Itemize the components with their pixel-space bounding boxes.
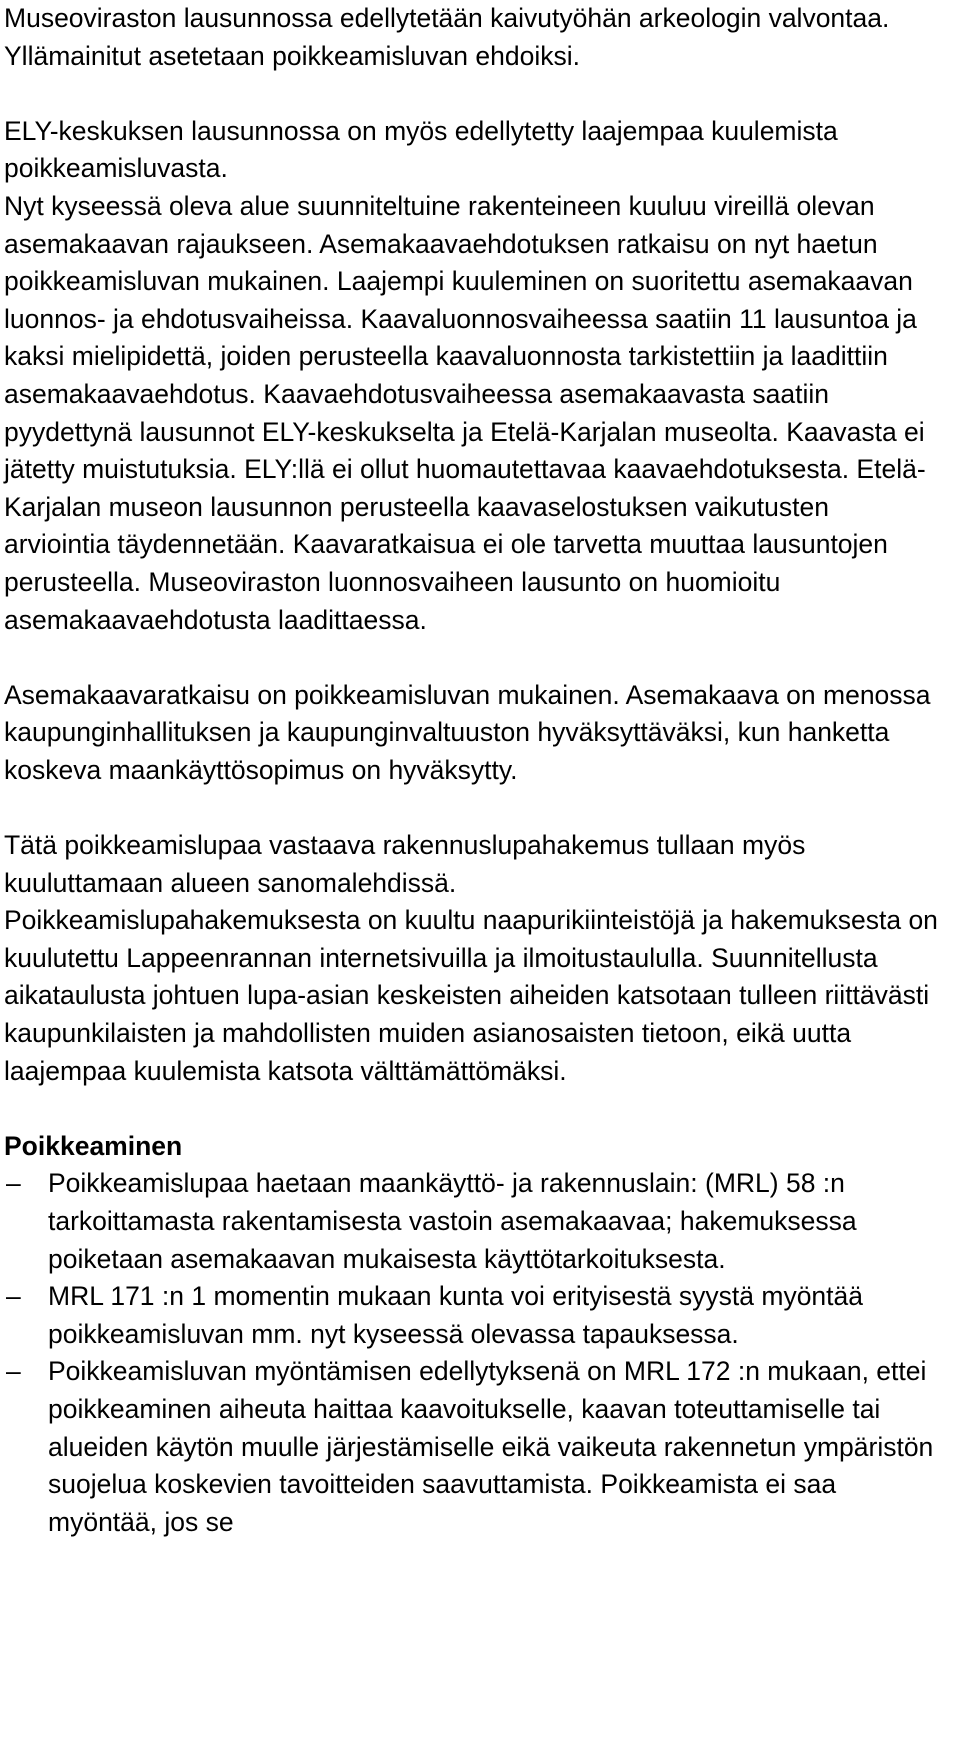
paragraph-spacer — [4, 75, 938, 113]
paragraph-asemakaavaratkaisu: Asemakaavaratkaisu on poikkeamisluvan mukainen. Asemakaava on menossa kaupunginhallituksen ja kaupunginvaltuuston hyväksyttäväksi, kun hanketta koskeva maankäyttösopimus on hyväksytty. — [4, 679, 931, 785]
dash-bullet-icon: – — [6, 1168, 21, 1199]
paragraph-rakennuslupa: Tätä poikkeamislupaa vastaava rakennuslupahakemus tullaan myös kuuluttamaan alueen sanomalehdissä. — [4, 830, 806, 898]
list-item — [4, 1165, 938, 1278]
paragraph-ely-kuuleminen: ELY-keskuksen lausunnossa on myös edellytetty laajempaa kuulemista poikkeamisluvasta. — [4, 115, 838, 184]
paragraph-kuuleminen: Poikkeamislupahakemuksesta on kuultu naapurikiinteistöjä ja hakemuksesta on kuulutettu Lappeenrannan internetsivuilla ja ilmoitustaululla. Suunnitellusta aikataulusta johtuen lupa-asian keskeisten aiheiden katsotaan tulleen riittävästi kaupunkilaisten ja mahdollisten muiden asianosaisten tietoon, eikä uutta laajempaa kuulemista katsota välttämättömäksi. — [4, 905, 938, 1086]
list-item — [4, 1353, 938, 1541]
paragraph-spacer — [4, 789, 938, 827]
paragraph-ehdot: Yllämainitut asetetaan poikkeamisluvan ehdoiksi. — [4, 40, 580, 71]
list-item-text: Poikkeamisluvan myöntämisen edellytyksenä on MRL 172 :n mukaan, ettei poikkeaminen aiheuta haittaa kaavoitukselle, kaavan toteuttamiselle tai alueiden käytön muulle järjestämiselle eikä vaikeuta rakennetun ympäristön suojelua koskevien tavoitteiden saavuttamista. Poikkeamista ei saa myöntää, jos se — [48, 1356, 934, 1537]
section-heading: Poikkeaminen — [4, 1130, 183, 1161]
list-item-text: Poikkeamislupaa haetaan maankäyttö- ja rakennuslain: (MRL) 58 :n tarkoittamasta rakentamisesta vastoin asemakaavaa; hakemuksessa poiketaan asemakaavan mukaisesta käyttötarkoituksesta. — [48, 1168, 857, 1274]
dash-bullet-icon: – — [6, 1356, 21, 1387]
paragraph-spacer — [4, 639, 938, 677]
poikkeaminen-list — [4, 1165, 938, 1541]
paragraph-spacer — [4, 1090, 938, 1128]
list-item-text: MRL 171 :n 1 momentin mukaan kunta voi erityisestä syystä myöntää poikkeamisluvan mm. nyt kyseessä olevassa tapauksessa. — [48, 1281, 864, 1349]
paragraph-museovirasto: Museoviraston lausunnossa edellytetään kaivutyöhän arkeologin valvontaa. — [4, 3, 890, 33]
dash-bullet-icon: – — [6, 1281, 21, 1312]
list-item — [4, 1278, 938, 1353]
paragraph-asemakaava-vireilla: Nyt kyseessä oleva alue suunniteltuine rakenteineen kuuluu vireillä olevan asemakaavan rajaukseen. Asemakaavaehdotuksen ratkaisu on nyt haetun poikkeamisluvan mukainen. Laajempi kuuleminen on suoritettu asemakaavan luonnos- ja ehdotusvaiheissa. Kaavaluonnosvaiheessa saatiin 11 lausuntoa ja kaksi mielipidettä, joiden perusteella kaavaluonnosta tarkistettiin ja laadittiin asemakaavaehdotus. Kaavaehdotusvaiheessa asemakaavasta saatiin pyydettynä lausunnot ELY-keskukselta ja Etelä-Karjalan museolta. Kaavasta ei jätetty muistutuksia. ELY:llä ei ollut huomautettavaa kaavaehdotuksesta. Etelä-Karjalan museon lausunnon perusteella kaavaselostuksen vaikutusten arviointia täydennetään. Kaavaratkaisua ei ole tarvetta muuttaa lausuntojen perusteella. Museoviraston luonnosvaiheen lausunto on huomioitu asemakaavaehdotusta laadittaessa. — [4, 190, 926, 635]
